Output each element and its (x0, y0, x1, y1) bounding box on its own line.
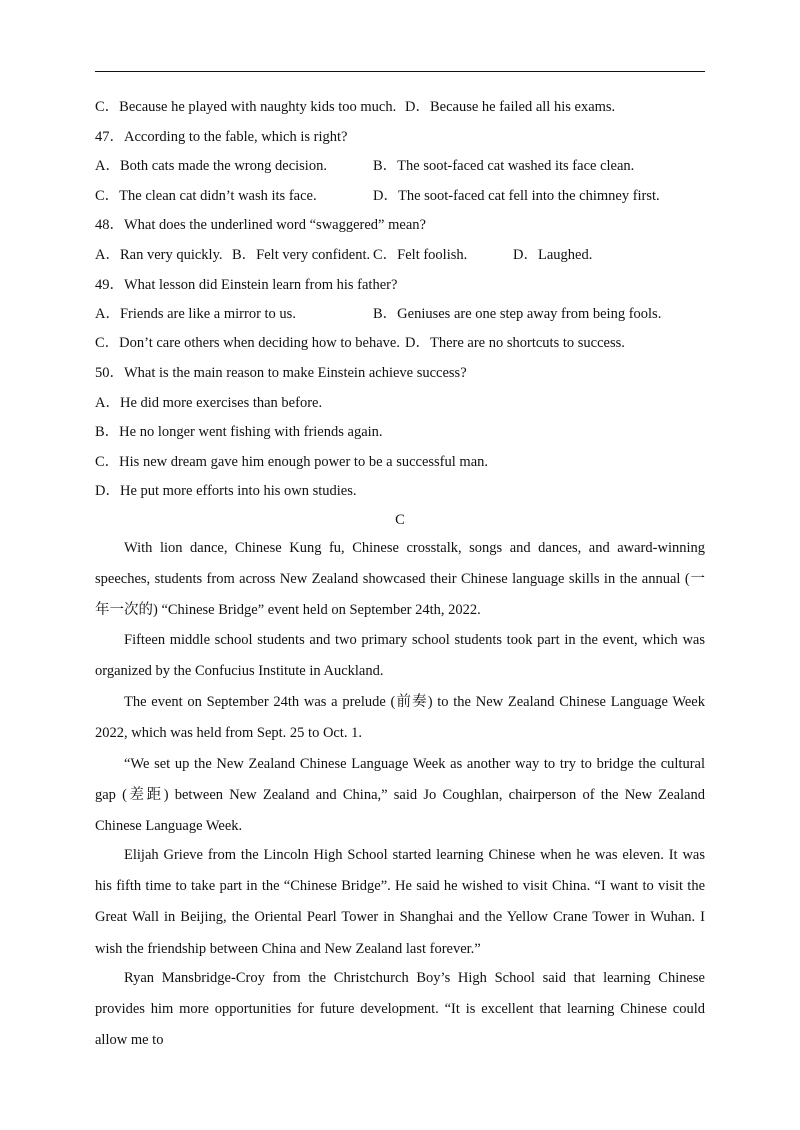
question-48-stem: 48．What does the underlined word “swaggered” mean? (95, 217, 426, 233)
option-47b: B．The soot-faced cat washed its face clean. (373, 158, 635, 174)
option-50b: B．He no longer went fishing with friends again. (95, 424, 383, 440)
option-50a: A．He did more exercises than before. (95, 395, 323, 411)
option-48c: C．Felt foolish. (373, 247, 468, 263)
option-50c: C．His new dream gave him enough power to be a successful man. (95, 454, 489, 470)
option-48a: A．Ran very quickly. (95, 247, 223, 263)
header-rule (95, 71, 705, 72)
question-47-options-ab (95, 156, 635, 176)
option-49d: D．There are no shortcuts to success. (405, 335, 625, 351)
question-49-options-ab (95, 304, 662, 324)
option-46c: C．Because he played with naughty kids too much. (95, 99, 397, 115)
question-50-stem: 50．What is the main reason to make Einstein achieve success? (95, 365, 467, 381)
question-49-options-cd (95, 333, 625, 353)
option-49c: C．Don’t care others when deciding how to behave. (95, 335, 400, 351)
question-47-options-cd (95, 186, 660, 206)
option-48d: D．Laughed. (513, 247, 593, 263)
option-46d: D．Because he failed all his exams. (405, 99, 616, 115)
section-title: C (395, 512, 405, 528)
paragraph-4: “We set up the New Zealand Chinese Language Week as another way to try to bridge the cultural gap (差距) between New Zealand and China,” said Jo Coughlan, chairperson of the New Zealand Chinese Language Week. (95, 756, 705, 835)
question-47-stem: 47．According to the fable, which is right? (95, 129, 348, 145)
option-48b: B．Felt very confident. (232, 247, 371, 263)
option-50d: D．He put more efforts into his own studies. (95, 483, 357, 499)
question-48-options (95, 245, 593, 265)
paragraph-5: Elijah Grieve from the Lincoln High School started learning Chinese when he was eleven. It was his fifth time to take part in the “Chinese Bridge”. He said he wished to visit China. “I want to visit the Great Wall in Beijing, the Oriental Pearl Tower in Shanghai and the Yellow Crane Tower in Wuhan. I wish the friendship between China and New Zealand last forever.” (95, 847, 705, 957)
option-47a: A．Both cats made the wrong decision. (95, 158, 327, 174)
paragraph-3: The event on September 24th was a prelude (前奏) to the New Zealand Chinese Language Week 2022, which was held from Sept. 25 to Oct. 1. (95, 694, 705, 742)
question-46-options-cd (95, 97, 616, 117)
option-49b: B．Geniuses are one step away from being fools. (373, 306, 662, 322)
question-49-stem: 49．What lesson did Einstein learn from his father? (95, 277, 398, 293)
option-47d: D．The soot-faced cat fell into the chimney first. (373, 188, 660, 204)
paragraph-1: With lion dance, Chinese Kung fu, Chinese crosstalk, songs and dances, and award-winning speeches, students from across New Zealand showcased their Chinese language skills in the annual (一年一次的) “Chinese Bridge” event held on September 24th, 2022. (95, 540, 705, 619)
paragraph-6: Ryan Mansbridge-Croy from the Christchurch Boy’s High School said that learning Chinese provides him more opportunities for future development. “It is excellent that learning Chinese could allow me to (95, 970, 705, 1049)
paragraph-2: Fifteen middle school students and two primary school students took part in the event, which was organized by the Confucius Institute in Auckland. (95, 632, 705, 680)
option-49a: A．Friends are like a mirror to us. (95, 306, 296, 322)
option-47c: C．The clean cat didn’t wash its face. (95, 188, 317, 204)
